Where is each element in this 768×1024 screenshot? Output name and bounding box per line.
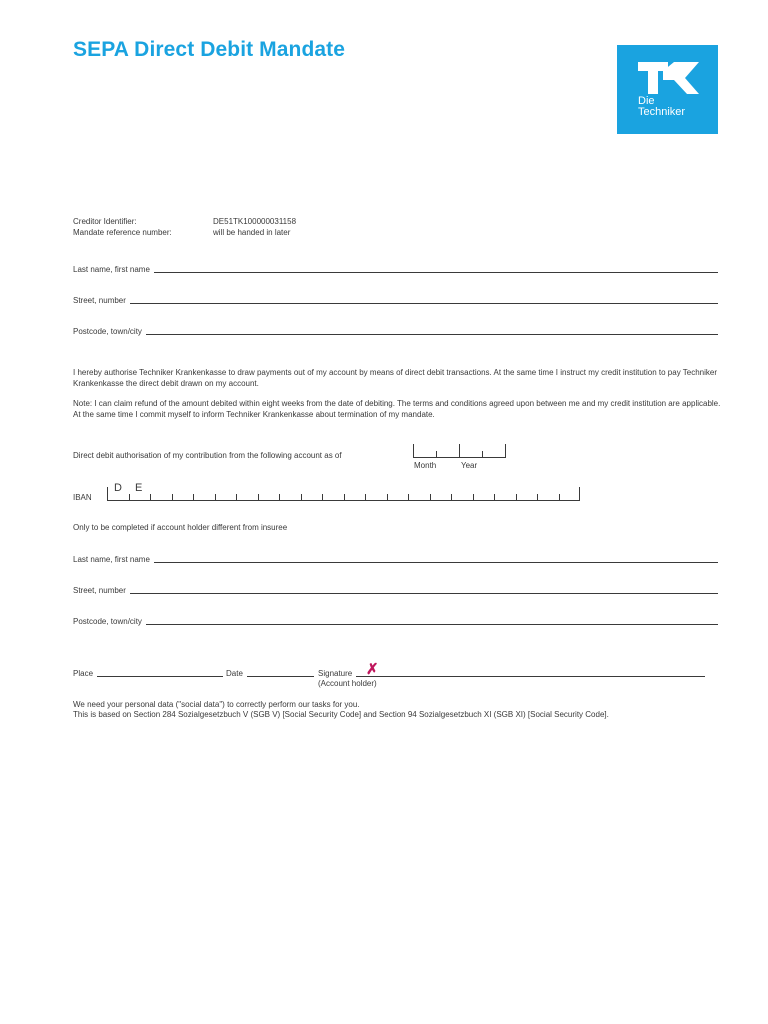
holder-postcode-field[interactable] [73,614,718,626]
iban-cell-divider [473,494,474,501]
holder-postcode-line[interactable] [146,624,718,625]
iban-cell-divider [365,494,366,501]
holder-street-line[interactable] [130,593,718,594]
insuree-postcode-field[interactable] [73,324,718,336]
creditor-id-label: Creditor Identifier: [73,217,137,226]
iban-cell-divider [193,494,194,501]
iban-label: IBAN [73,493,92,502]
signature-label: Signature [318,669,353,678]
iban-cell-divider [279,494,280,501]
techniker-logo [617,45,718,134]
insuree-name-label: Last name, first name [73,265,150,274]
iban-cell-divider [322,494,323,501]
date-label: Date [226,669,243,678]
holder-name-line[interactable] [154,562,718,563]
iban-cell-divider [537,494,538,501]
insuree-postcode-line[interactable] [146,334,718,335]
iban-cell-divider [408,494,409,501]
iban-prefix-e: E [135,482,143,494]
holder-street-field[interactable] [73,583,718,595]
holder-note: Only to be completed if account holder different from insuree [73,523,288,532]
iban-box[interactable] [107,482,580,501]
place-line[interactable] [97,676,223,677]
iban-prefix-d: D [114,482,122,494]
iban-cell-divider [559,494,560,501]
iban-cell-divider [301,494,302,501]
iban-cell-divider [516,494,517,501]
month-label: Month [414,461,437,470]
iban-cell-divider [215,494,216,501]
holder-name-field[interactable] [73,552,718,564]
insuree-name-field[interactable] [73,262,718,274]
iban-cell-divider [344,494,345,501]
insuree-street-label: Street, number [73,296,126,305]
place-label: Place [73,669,94,678]
holder-street-label: Street, number [73,586,126,595]
date-line[interactable] [247,676,314,677]
mandate-ref-label: Mandate reference number: [73,228,172,237]
holder-name-label: Last name, first name [73,555,150,564]
logo-line2: Techniker [638,106,686,118]
insuree-name-line[interactable] [154,272,718,273]
iban-cell-divider [451,494,452,501]
debit-date-label: Direct debit authorisation of my contribution from the following account as of [73,451,342,460]
date-field[interactable] [226,666,314,678]
authorisation-text: I hereby authorise Techniker Krankenkasse to draw payments out of my account by means of direct debit transactions. At the same time I instruct my credit institution to pay Techniker Krankenkasse the direct debit drawn on my account. [73,368,718,388]
iban-cell-divider [258,494,259,501]
footer-line2: This is based on Section 284 Sozialgesetzbuch V (SGB V) [Social Security Code] and Section 94 Sozialgesetzbuch XI (SGB XI) [Social Security Code]. [73,710,609,719]
tk-logo-icon [617,45,718,134]
account-holder-label: (Account holder) [318,679,377,688]
place-field[interactable] [73,666,223,678]
footer-line1: We need your personal data ("social data") to correctly perform our tasks for you. [73,700,360,709]
insuree-street-field[interactable] [73,293,718,305]
debit-date-box[interactable] [413,444,506,458]
creditor-id-value: DE51TK100000031158 [213,217,297,226]
iban-cell-divider [150,494,151,501]
iban-cell-divider [129,494,130,501]
holder-postcode-label: Postcode, town/city [73,617,142,626]
page-title: SEPA Direct Debit Mandate [73,38,346,61]
iban-cell-divider [430,494,431,501]
signature-line[interactable] [356,676,705,677]
iban-cell-divider [236,494,237,501]
insuree-postcode-label: Postcode, town/city [73,327,142,336]
mandate-ref-value: will be handed in later [213,228,291,237]
iban-cell-divider [387,494,388,501]
iban-cell-divider [172,494,173,501]
logo-line1: Die [638,95,655,107]
iban-cell-divider [494,494,495,501]
authorisation-note: Note: I can claim refund of the amount debited within eight weeks from the date of debiting. The terms and conditions agreed upon between me and my credit institution are applicable. At the same time I commit myself to inform Techniker Krankenkasse about termination of my mandate. [73,399,721,419]
signature-x-mark-icon: ✗ [366,661,379,678]
insuree-street-line[interactable] [130,303,718,304]
year-label: Year [461,461,478,470]
